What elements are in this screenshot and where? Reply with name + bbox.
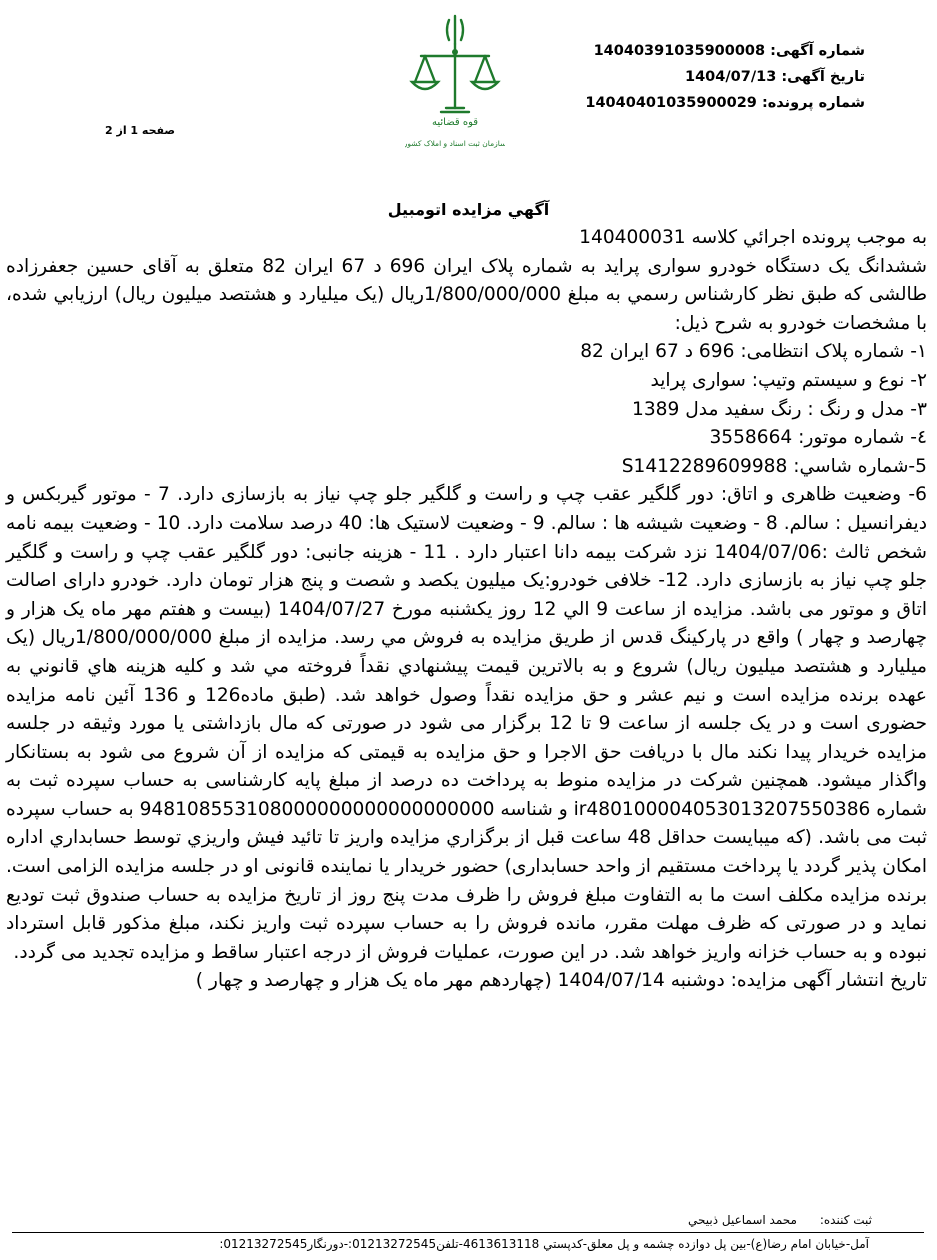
- ad-number-row: [565, 38, 865, 64]
- case-number-row: [565, 90, 865, 116]
- ad-date: 1404/07/13: [685, 69, 777, 85]
- auction-terms: 6- وضعیت ظاهری و اتاق: دور گلگیر عقب چپ و راست و گلگیر جلو چپ نیاز به بازسازی دارد. 7 - موتور گیربکس و دیفرانسیل : سالم. 8 - وضعیت شیشه ها : سالم. 9 - وضعیت لاستیک ها: 40 درصد سلامت دارد. 10 - وضعیت بیمه نامه شخص ثالث :1404/07/06 نزد شرکت بیمه دانا اعتبار دارد . 11 - هزینه جانبی: دور گلگیر عقب چپ و راست و گلگیر جلو چپ نیاز به بازسازی دارد. 12- خلافی خودرو:یک میلیون یکصد و شصت و پنج هزار تومان دارد. خودرو دارای اصالت اتاق و موتور می باشد. مزايده از ساعت 9 الي 12 روز یکشنبه مورخ 1404/07/27 (بیست و هفتم مهر ماه یک هزار و چهارصد و چهار ) واقع در پارکینگ قدس از طريق مزايده به فروش مي رسد. مزايده از مبلغ 1/800/000/000ریال (یک میلیارد و هشتصد میلیون ریال) شروع و به بالاترين قيمت پيشنهادي نقداً فروخته مي شد و كليه هزينه هاي قانوني به عهده برنده مزايده است و نيم عشر و حق مزايده نقداً وصول خواهد شد. (طبق ماده126 و 136 آئین نامه مزایده حضوری است و در یک جلسه از ساعت 9 تا 12 برگزار می شود در صورتی که مال بازداشتی یا مورد وثیقه در جلسه مزایده خریدار پیدا نکند مال با دریافت حق الاجرا و حق مزایده به قیمتی که مزایده از آن شروع می شود به بستانکار واگذار میشود. همچنین شرکت در مزایده منوط به پرداخت ده درصد از مبلغ پایه کارشناسی به حساب سپرده ثبت به شماره ir480100004053013207550386 و شناسه 948108553108000000000000000000 به حساب سپرده ثبت می باشد. (که میبایست حداقل 48 ساعت قبل از برگزاري مزايده واريز تا تائيد فيش واريزي توسط حسابداري اداره امكان پذير گردد يا پرداخت مستقيم از واحد حسابداری) حضور خریدار یا نماینده قانونی او در جلسه مزایده الزامی است. برنده مزایده مکلف است ما به التفاوت مبلغ فروش را ظرف مدت پنج روز از تاریخ مزایده به حساب صندوق ثبت تودیع نماید و در صورتی که ظرف مهلت مقرر، مانده فروش را به حساب سپرده ثبت واریز نکند، مبلغ مذکور قابل استرداد نبوده و به حساب خزانه واریز خواهد شد. در این صورت، عملیات فروش از درجه اعتبار ساقط و مزایده تجدید می گردد.: [5, 484, 927, 963]
- spec-model-color: ۳- مدل و رنگ : رنگ سفید مدل 1389: [632, 398, 927, 420]
- spec-plate: ۱- شماره پلاک انتظامی: 696 د 67 ایران 82: [580, 341, 927, 363]
- case-reference: به موجب پرونده اجرائي كلاسه 140400031: [579, 227, 927, 248]
- header-meta: [565, 38, 865, 116]
- page-indicator: صفحه 1 از 2: [105, 124, 176, 137]
- spec-chassis-number: 5-شماره شاسي: S1412289609988: [621, 455, 927, 477]
- case-number: 14040401035900029: [585, 95, 757, 111]
- ad-number: 14040391035900008: [593, 43, 766, 59]
- judiciary-emblem: [405, 8, 505, 158]
- spec-engine-number: ٤- شماره موتور: 3558664: [709, 427, 927, 449]
- page-title: آگهي مزايده اتومبيل: [387, 200, 550, 219]
- scales-of-justice-icon: [405, 8, 505, 158]
- spec-type: ۲- نوع و سیستم وتیپ: سواری پراید: [650, 369, 927, 391]
- publication-date: تاریخ انتشار آگهی مزایده: دوشنبه 1404/07/14 (چهاردهم مهر ماه یک هزار و چهارصد و چهار ): [195, 970, 927, 992]
- registrar-name: محمد اسماعیل ذبیحي: [688, 1213, 797, 1227]
- ad-date-row: [565, 64, 865, 90]
- emblem-caption-1: قوه قضائیه: [431, 117, 479, 128]
- ad-number-label: شماره آگهی:: [770, 43, 865, 59]
- office-address: آمل-خیابان امام رضا(ع)-بین پل دوازده چشمه و پل معلق-کدپستي 4613613118-تلفن01213272545:-دورنگار01213272545:: [219, 1237, 869, 1251]
- auction-notice-body: [6, 224, 927, 996]
- registrar-line: [0, 1213, 937, 1227]
- registrar-label: ثبت کننده:: [819, 1213, 872, 1227]
- vehicle-intro: ششدانگ يک دستگاه خودرو سواری پراید به شماره پلاک ایران 696 د 67 ایران 82 متعلق به آقای حسین جعفرزاده طالشی که طبق نظر كارشناس رسمي به مبلغ 1/800/000/000ریال (یک میلیارد و هشتصد میلیون ریال) ارزيابي شده، با مشخصات خودرو به شرح ذيل:: [6, 255, 927, 334]
- case-number-label: شماره پرونده:: [761, 95, 865, 111]
- emblem-caption-2: سازمان ثبت اسناد و املاک کشور: [405, 139, 505, 148]
- ad-date-label: تاریخ آگهی:: [781, 69, 865, 85]
- footer-divider: [12, 1232, 924, 1233]
